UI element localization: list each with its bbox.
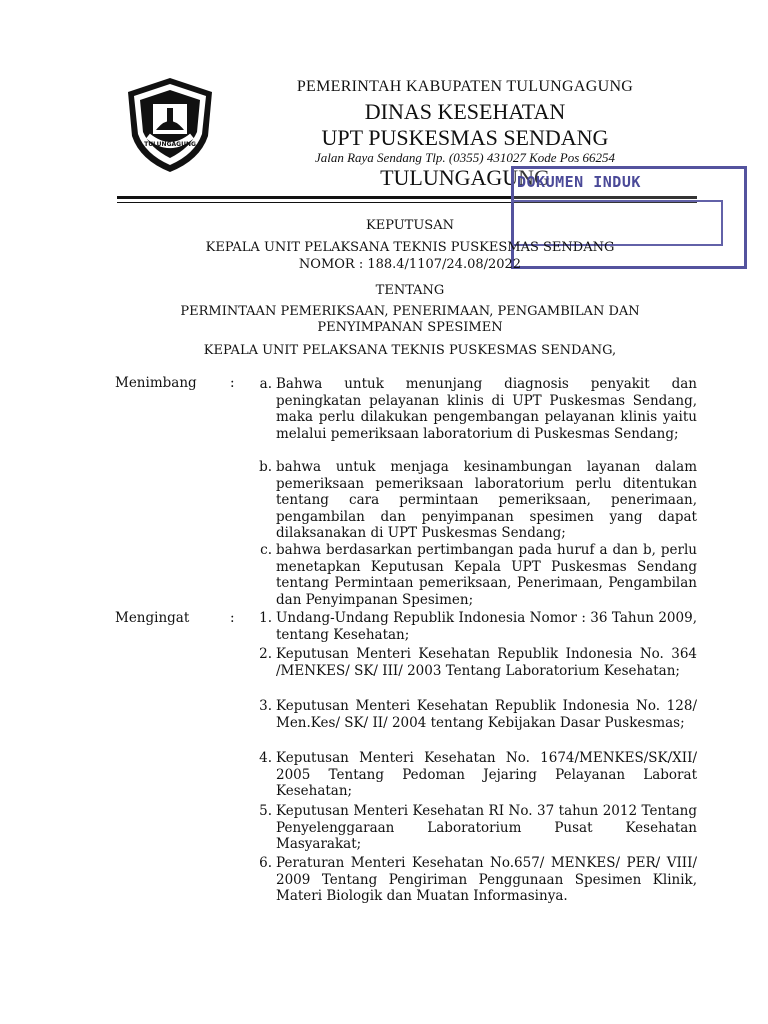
facility-name: UPT PUSKESMAS SENDANG xyxy=(321,125,609,150)
decree-subject-line1: PERMINTAAN PEMERIKSAAN, PENERIMAAN, PENGAMBILAN DAN xyxy=(180,304,640,319)
mengingat-marker: 5. xyxy=(259,803,272,819)
agency-name: DINAS KESEHATAN xyxy=(364,99,566,124)
menimbang-marker: a. xyxy=(259,376,272,392)
decree-tentang: TENTANG xyxy=(375,283,445,298)
menimbang-label: Menimbang xyxy=(115,375,197,391)
mengingat-marker: 1. xyxy=(259,610,272,626)
decree-issuer: KEPALA UNIT PELAKSANA TEKNIS PUSKESMAS SENDANG xyxy=(205,240,615,255)
mengingat-marker: 3. xyxy=(259,698,272,714)
mengingat-colon: : xyxy=(230,610,235,626)
city-name: TULUNGAGUNG xyxy=(380,165,550,190)
mengingat-marker: 6. xyxy=(259,855,272,871)
mengingat-marker: 4. xyxy=(259,750,272,766)
mengingat-item: Keputusan Menteri Kesehatan Republik Indonesia No. 364 /MENKES/ SK/ III/ 2003 Tentang Laboratorium Kesehatan; xyxy=(276,646,697,679)
menimbang-item: bahwa berdasarkan pertimbangan pada huruf a dan b, perlu menetapkan Keputusan Kepala UPT Puskesmas Sendang tentang Permintaan pemeriksaan, Penerimaan, Pengambilan dan Penyimpanan Spesimen; xyxy=(276,542,697,608)
mengingat-item: Keputusan Menteri Kesehatan Republik Indonesia No. 128/ Men.Kes/ SK/ II/ 2004 tentang Kebijakan Dasar Puskesmas; xyxy=(276,698,697,731)
decree-heading: KEPUTUSAN xyxy=(366,218,454,233)
menimbang-item: Bahwa untuk menunjang diagnosis penyakit dan peningkatan pelayanan klinis di UPT Puskesmas Sendang, maka perlu dilakukan pengembangan pelayanan klinis yaitu melalui pemeriksaan laboratorium di Puskesmas Sendang; xyxy=(276,376,697,442)
facility-address: Jalan Raya Sendang Tlp. (0355) 431027 Kode Pos 66254 xyxy=(314,150,616,165)
menimbang-marker: c. xyxy=(260,542,272,558)
menimbang-item: bahwa untuk menjaga kesinambungan layanan dalam pemeriksaan pemeriksaan laboratorium perlu ditentukan tentang cara permintaan pemeriksaan, penerimaan, pengambilan dan penyimpanan spesimen yang dapat dilaksanakan di UPT Puskesmas Sendang; xyxy=(276,459,697,542)
stamp-label: DOKUMEN INDUK xyxy=(517,173,641,191)
emblem-caption: TULUNGAGUNG xyxy=(144,141,196,148)
decree-authority: KEPALA UNIT PELAKSANA TEKNIS PUSKESMAS SENDANG, xyxy=(203,343,617,358)
regency-emblem-logo xyxy=(120,74,220,174)
mengingat-item: Peraturan Menteri Kesehatan No.657/ MENKES/ PER/ VIII/ 2009 Tentang Pengiriman Penggunaan Spesimen Klinik, Materi Biologik dan Muatan Informasinya. xyxy=(276,855,697,905)
mengingat-label: Mengingat xyxy=(115,610,190,626)
mengingat-item: Keputusan Menteri Kesehatan RI No. 37 tahun 2012 Tentang Penyelenggaraan Laboratorium Pusat Kesehatan Masyarakat; xyxy=(276,803,697,853)
mengingat-item: Keputusan Menteri Kesehatan No. 1674/MENKES/SK/XII/ 2005 Tentang Pedoman Jejaring Pelayanan Laborat Kesehatan; xyxy=(276,750,697,800)
government-name: PEMERINTAH KABUPATEN TULUNGAGUNG xyxy=(296,78,634,95)
menimbang-marker: b. xyxy=(259,459,272,475)
decree-number: NOMOR : 188.4/1107/24.08/2022 xyxy=(298,257,522,272)
mengingat-item: Undang-Undang Republik Indonesia Nomor : 36 Tahun 2009, tentang Kesehatan; xyxy=(276,610,697,643)
mengingat-marker: 2. xyxy=(259,646,272,662)
decree-subject-line2: PENYIMPANAN SPESIMEN xyxy=(317,320,503,335)
menimbang-colon: : xyxy=(230,375,235,391)
